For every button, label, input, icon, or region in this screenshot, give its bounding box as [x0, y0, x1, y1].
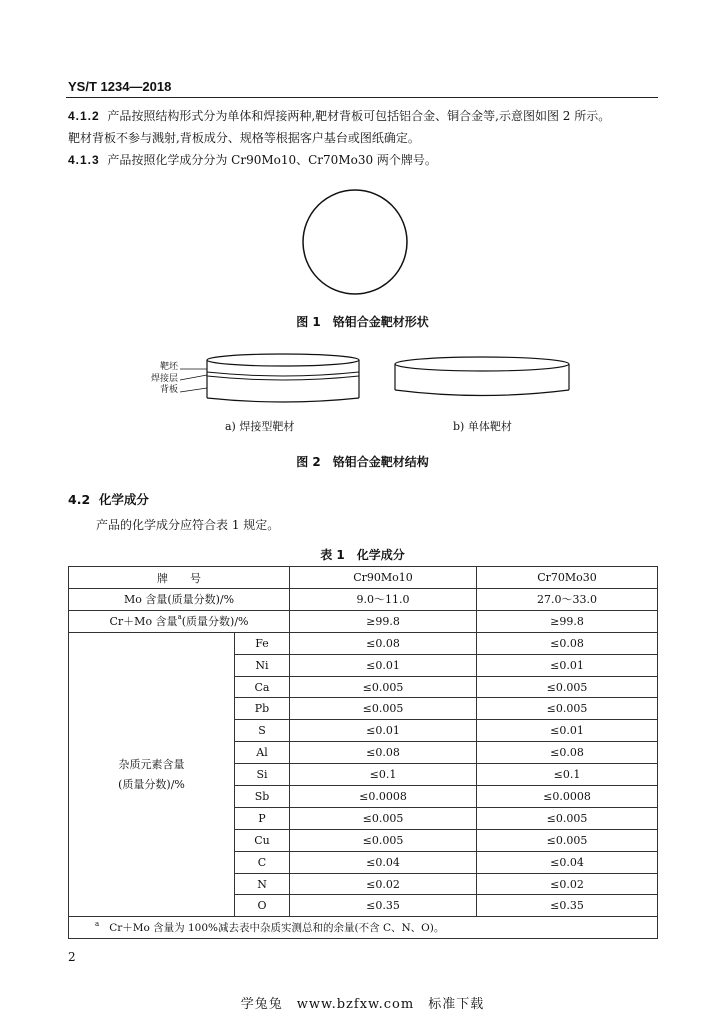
- element-cell: Sb: [235, 786, 290, 808]
- value-cell: ≤0.04: [477, 851, 658, 873]
- value-cell: ≤0.08: [290, 742, 477, 764]
- figure-2-caption: 图 2 铬钼合金靶材结构: [296, 455, 429, 469]
- mo-value-1: 9.0～11.0: [290, 589, 477, 611]
- value-cell: ≤0.02: [290, 873, 477, 895]
- value-cell: ≤0.0008: [477, 786, 658, 808]
- value-cell: ≤0.1: [290, 764, 477, 786]
- standard-code: YS/T 1234—2018: [68, 79, 172, 94]
- element-cell: S: [235, 720, 290, 742]
- value-cell: ≤0.35: [290, 895, 477, 917]
- table-footnote-row: [69, 917, 658, 939]
- page-number: 2: [68, 950, 76, 964]
- element-cell: Si: [235, 764, 290, 786]
- section-title: 化学成分: [98, 492, 149, 507]
- element-cell: Ca: [235, 676, 290, 698]
- impurity-label-line1: 杂质元素含量: [118, 757, 185, 771]
- figure-1-circle: [300, 187, 410, 297]
- crmo-value-2: ≥99.8: [477, 610, 658, 632]
- section-number: 4.2: [68, 492, 91, 507]
- section-intro: 产品的化学成分应符合表 1 规定。: [96, 518, 280, 532]
- clause-4-1-2: [68, 106, 660, 126]
- section-heading: [68, 490, 149, 508]
- grade-1: Cr90Mo10: [290, 567, 477, 589]
- mo-value-2: 27.0～33.0: [477, 589, 658, 611]
- footer-watermark: 学兔兔 www.bzfxw.com 标准下载: [240, 997, 485, 1012]
- clause-number: 4.1.3: [68, 153, 100, 167]
- clause-text: 产品按照化学成分分为 Cr90Mo10、Cr70Mo30 两个牌号。: [107, 153, 437, 167]
- value-cell: ≤0.005: [477, 676, 658, 698]
- value-cell: ≤0.01: [290, 654, 477, 676]
- table-header-row: [69, 567, 658, 589]
- element-cell: P: [235, 807, 290, 829]
- value-cell: ≤0.08: [477, 632, 658, 654]
- value-cell: ≤0.005: [477, 698, 658, 720]
- element-cell: Ni: [235, 654, 290, 676]
- crmo-value-1: ≥99.8: [290, 610, 477, 632]
- figure-2a-caption: a) 焊接型靶材: [225, 420, 295, 433]
- value-cell: ≤0.08: [477, 742, 658, 764]
- value-cell: ≤0.005: [477, 829, 658, 851]
- crmo-label: [69, 610, 290, 632]
- value-cell: ≤0.005: [290, 829, 477, 851]
- value-cell: ≤0.01: [477, 720, 658, 742]
- value-cell: ≤0.02: [477, 873, 658, 895]
- element-cell: Fe: [235, 632, 290, 654]
- footnote-ref: a: [177, 613, 182, 622]
- impurity-label-line2: (质量分数)/%: [118, 777, 185, 791]
- element-cell: Pb: [235, 698, 290, 720]
- value-cell: ≤0.005: [290, 676, 477, 698]
- crmo-label-unit: (质量分数)/%: [181, 615, 249, 629]
- value-cell: ≤0.04: [290, 851, 477, 873]
- table-row: [69, 632, 658, 654]
- clause-4-1-3: [68, 150, 660, 170]
- table-row: [69, 589, 658, 611]
- clause-4-1-2-cont: 靶材背板不参与溅射,背板成分、规格等根据客户基台或图纸确定。: [68, 131, 420, 145]
- label-target-blank: 靶坯: [159, 362, 178, 372]
- label-weld-layer: 焊接层: [150, 373, 178, 384]
- label-backing-plate: 背板: [159, 385, 178, 395]
- table-row: [69, 610, 658, 632]
- value-cell: ≤0.08: [290, 632, 477, 654]
- element-cell: Cu: [235, 829, 290, 851]
- element-cell: N: [235, 873, 290, 895]
- element-cell: Al: [235, 742, 290, 764]
- table-title: 表 1 化学成分: [320, 548, 405, 562]
- clause-text: 产品按照结构形式分为单体和焊接两种,靶材背板可包括铝合金、铜合金等,示意图如图 2 所示。: [107, 109, 611, 123]
- figure-2a-labels: [148, 362, 178, 397]
- value-cell: ≤0.01: [477, 654, 658, 676]
- element-cell: C: [235, 851, 290, 873]
- value-cell: ≤0.005: [477, 807, 658, 829]
- figure-2b-monolithic-target: [390, 350, 590, 405]
- grade-2: Cr70Mo30: [477, 567, 658, 589]
- value-cell: ≤0.0008: [290, 786, 477, 808]
- grade-header: 牌 号: [69, 567, 290, 589]
- footnote-text: Cr＋Mo 含量为 100%减去表中杂质实测总和的余量(不含 C、N、O)。: [109, 922, 445, 935]
- table-footnote: [69, 917, 658, 939]
- value-cell: ≤0.005: [290, 698, 477, 720]
- value-cell: ≤0.35: [477, 895, 658, 917]
- value-cell: ≤0.01: [290, 720, 477, 742]
- impurity-label: [69, 632, 235, 917]
- mo-label: Mo 含量(质量分数)/%: [69, 589, 290, 611]
- footnote-mark: a: [95, 920, 100, 929]
- chemical-composition-table: [68, 566, 658, 939]
- value-cell: ≤0.1: [477, 764, 658, 786]
- figure-1-caption: 图 1 铬钼合金靶材形状: [296, 315, 429, 329]
- value-cell: ≤0.005: [290, 807, 477, 829]
- crmo-label-text: Cr＋Mo 含量: [109, 615, 178, 629]
- clause-number: 4.1.2: [68, 109, 100, 123]
- element-cell: O: [235, 895, 290, 917]
- header-rule: [66, 97, 658, 98]
- figure-2b-caption: b) 单体靶材: [453, 420, 512, 433]
